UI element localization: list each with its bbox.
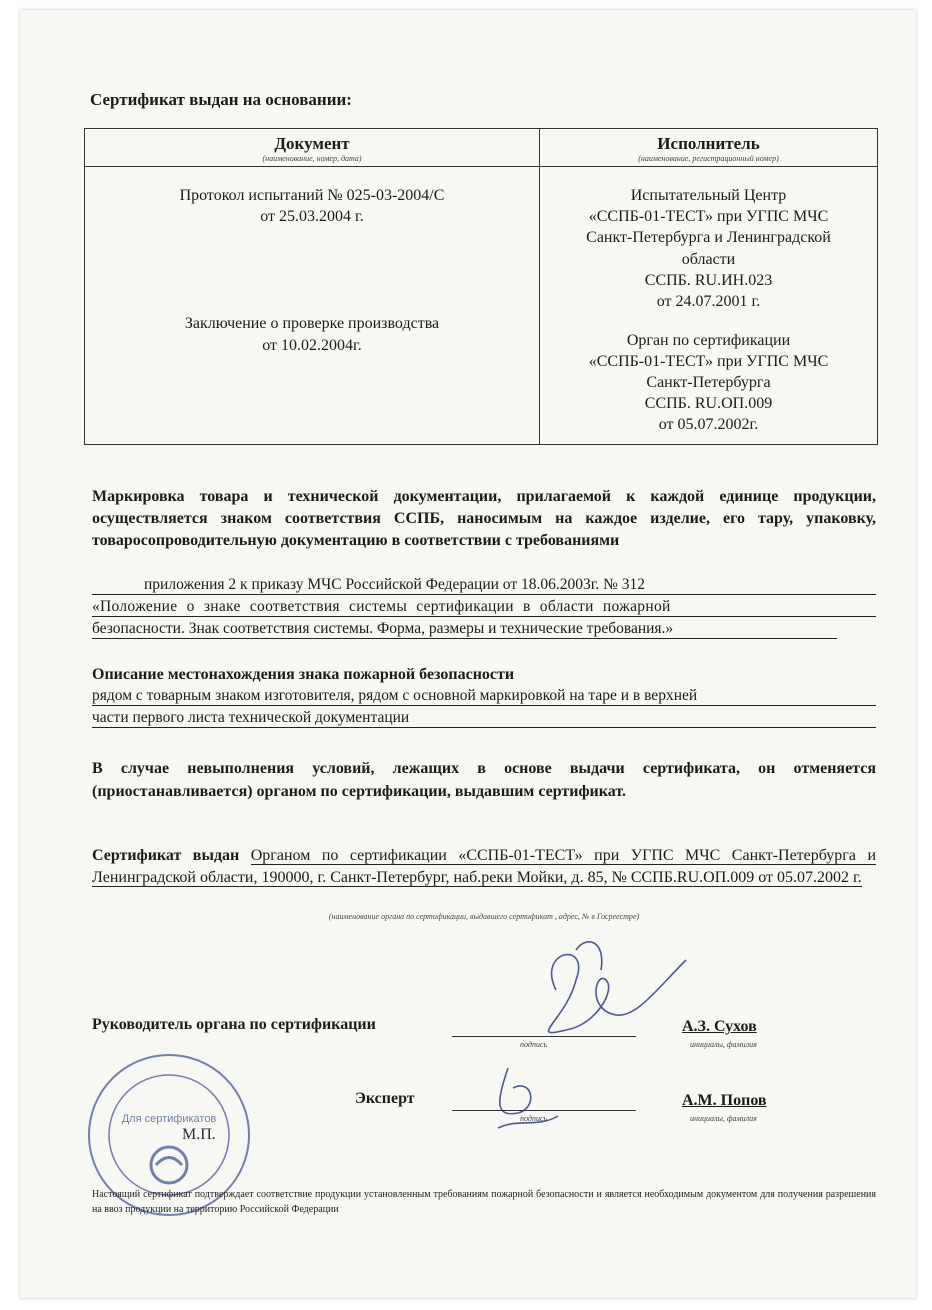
head-name-caption: инициалы, фамилия xyxy=(690,1040,757,1049)
head-of-body-label: Руководитель органа по сертификации xyxy=(92,1016,376,1033)
executor-column-title: Исполнитель xyxy=(657,134,760,153)
marking-regulation-line-2: безопасности. Знак соответствия системы. Форма, размеры и технические требования.» xyxy=(92,620,837,639)
issued-by-caption: (наименование органа по сертификации, выдавшего сертификат , адрес, № в Госреестре) xyxy=(328,912,640,921)
issued-by-label: Сертификат выдан xyxy=(92,847,240,864)
issued-by-text: Органом по сертификации «ССПБ-01-ТЕСТ» при УГПС МЧС Санкт-Петербурга и Ленинградской области, 190000, г. Санкт-Петербург, наб.реки Мойки, д. 85, № ССПБ.RU.ОП.009 от 05.07.2002 г. xyxy=(92,847,877,887)
executor-line: области xyxy=(681,250,736,268)
marking-text: Маркировка товара и технической документации, прилагаемой к каждой единице продукции, осуществляется знаком соответствия ССПБ, наносимым на каждое изделие, его тару, упаковку, товаросопроводительную документацию в соответствии с требованиями xyxy=(92,488,876,550)
executor-line: от 05.07.2002г. xyxy=(658,416,759,434)
marking-annex: приложения 2 к приказу МЧС Российской Федерации от 18.06.2003г. № 312 xyxy=(92,576,876,595)
seal-place-mark: М.П. xyxy=(182,1126,216,1143)
document-column-title: Документ xyxy=(274,134,350,153)
document-entry xyxy=(93,313,531,355)
executor-line: от 24.07.2001 г. xyxy=(656,292,761,310)
executor-line: Санкт-Петербурга xyxy=(646,374,771,392)
document-column-header xyxy=(85,129,540,167)
executor-entry xyxy=(548,330,869,436)
executor-line: ССПБ. RU.ОП.009 xyxy=(644,395,773,413)
executor-line: ССПБ. RU.ИН.023 xyxy=(644,271,773,289)
mark-location-line-1: рядом с товарным знаком изготовителя, рядом с основной маркировкой на таре и в верхней xyxy=(92,687,876,706)
executor-line: Испытательный Центр xyxy=(630,187,787,205)
footer-statement: Настоящий сертификат подтверждает соответствие продукции установленным требованиям пожарной безопасности и является необходимым документом для получения разрешения на ввоз продукции на территорию Российской Федерации xyxy=(92,1189,876,1215)
basis-heading: Сертификат выдан на основании: xyxy=(90,90,352,109)
expert-signature xyxy=(478,1058,588,1138)
head-signature-caption: подпись xyxy=(520,1040,548,1049)
head-name: А.З. Сухов xyxy=(682,1018,757,1035)
executor-line: «ССПБ-01-ТЕСТ» при УГПС МЧС xyxy=(588,208,829,226)
basis-table xyxy=(84,128,878,445)
executor-line: Санкт-Петербурга и Ленинградской xyxy=(586,229,831,247)
expert-label: Эксперт xyxy=(355,1090,415,1107)
executor-column-header xyxy=(540,129,878,167)
mark-location-line-2: части первого листа технической документации xyxy=(92,709,876,728)
document-line: от 10.02.2004г. xyxy=(262,336,362,354)
expert-signature-line xyxy=(452,1110,636,1111)
document-line: Протокол испытаний № 025-03-2004/С xyxy=(179,187,445,205)
expert-name-caption: инициалы, фамилия xyxy=(690,1114,757,1123)
document-line: от 25.03.2004 г. xyxy=(260,208,364,226)
document-line: Заключение о проверке производства xyxy=(184,315,440,333)
document-column-caption: (наименование, номер, дата) xyxy=(262,153,362,163)
head-signature xyxy=(496,930,696,1070)
head-signature-line xyxy=(452,1036,636,1037)
cancellation-notice: В случае невыполнения условий, лежащих в основе выдачи сертификата, он отменяется (приостанавливается) органом по сертификации, выдавшим сертификат. xyxy=(92,760,876,800)
mark-location-title: Описание местонахождения знака пожарной безопасности xyxy=(92,666,515,683)
stamp-caption: Для сертификатов xyxy=(121,1113,217,1125)
executor-column-caption: (наименование, регистрационный номер) xyxy=(638,153,779,163)
documents-cell xyxy=(85,167,540,444)
executor-entry xyxy=(548,185,869,312)
executors-cell xyxy=(540,167,878,444)
expert-name: А.М. Попов xyxy=(682,1092,767,1109)
document-entry xyxy=(93,185,531,227)
executor-line: «ССПБ-01-ТЕСТ» при УГПС МЧС xyxy=(588,353,829,370)
expert-signature-caption: подпись xyxy=(520,1114,548,1123)
executor-line: Орган по сертификации xyxy=(626,331,791,349)
marking-regulation-line-1: «Положение о знаке соответствия системы сертификации в области пожарной xyxy=(92,598,876,617)
issued-by-block xyxy=(92,845,876,889)
